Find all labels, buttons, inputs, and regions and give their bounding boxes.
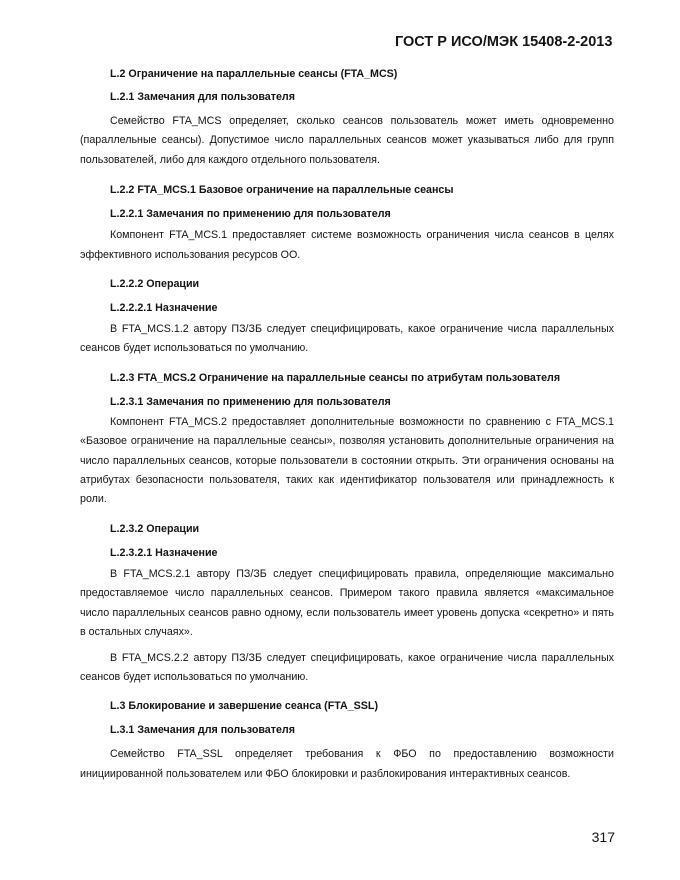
- heading-l2-1: L.2.1 Замечания для пользователя: [110, 91, 295, 103]
- heading-l3: L.3 Блокирование и завершение сеанса (FTA_SSL): [110, 700, 379, 713]
- heading-l2-3: L.2.3 FTA_MCS.2 Ограничение на параллельные сеансы по атрибутам пользователя: [110, 371, 561, 384]
- heading-l2: L.2 Ограничение на параллельные сеансы (FTA_MCS): [110, 68, 398, 80]
- paragraph-fta-mcs2: Компонент FTA_MCS.2 предоставляет дополнительные возможности по сравнению с FTA_MCS.1 «Базовое ограничение на параллельные сеансы», позволяя установить дополнительные ограничения на число параллельных сеансов, которые пользователи в состоянии открыть. Эти ограничения основаны на атрибутах безопасности пользователя, таких как идентификатор пользователя или принадлежность к роли.: [80, 415, 614, 506]
- heading-l2-2-2-1: L.2.2.2.1 Назначение: [110, 302, 218, 315]
- paragraph-fta-ssl-family: Семейство FTA_SSL определяет требования к ФБО по предоставлению возможности инициированной пользователем или ФБО блокировки и разблокирования интерактивных сеансов.: [80, 748, 614, 780]
- paragraph-fta-mcs1: Компонент FTA_MCS.1 предоставляет системе возможность ограничения числа сеансов в целях эффективного использования ресурсов ОО.: [80, 229, 614, 261]
- paragraph-fta-mcs2-1: В FTA_MCS.2.1 автору ПЗ/ЗБ следует специфицировать правила, определяющие максимально предоставляемое число параллельных сеансов. Примером такого правила является «максимальное число параллельных сеансов равно одному, если пользователь имеет уровень допуска «секретно» и пять в остальных случаях».: [80, 567, 614, 639]
- heading-l2-3-2-1: L.2.3.2.1 Назначение: [110, 546, 218, 559]
- heading-l2-3-1: L.2.3.1 Замечания по применению для пользователя: [110, 395, 391, 408]
- heading-l2-3-2: L.2.3.2 Операции: [110, 522, 200, 535]
- heading-l3-1: L.3.1 Замечания для пользователя: [110, 724, 295, 737]
- paragraph-fta-mcs1-2: В FTA_MCS.1.2 автору ПЗ/ЗБ следует специфицировать, какое ограничение числа параллельных сеансов будет использоваться по умолчанию.: [80, 323, 614, 355]
- page-number: 317: [591, 829, 615, 845]
- heading-l2-2-1: L.2.2.1 Замечания по применению для пользователя: [110, 208, 391, 221]
- paragraph-fta-mcs-family: Семейство FTA_MCS определяет, сколько сеансов пользователь может иметь одновременно (параллельные сеансы). Допустимое число параллельных сеансов может указываться либо для групп пользователей, либо для каждого отдельного пользователя.: [80, 115, 614, 166]
- document-body: [80, 67, 614, 784]
- heading-l2-2-2: L.2.2.2 Операции: [110, 278, 200, 291]
- heading-l2-2: L.2.2 FTA_MCS.1 Базовое ограничение на параллельные сеансы: [110, 184, 454, 197]
- document-standard-header: ГОСТ Р ИСО/МЭК 15408-2-2013: [395, 34, 613, 50]
- paragraph-fta-mcs2-2: В FTA_MCS.2.2 автору ПЗ/ЗБ следует специфицировать, какое ограничение числа параллельных сеансов будет использоваться по умолчанию.: [80, 651, 614, 683]
